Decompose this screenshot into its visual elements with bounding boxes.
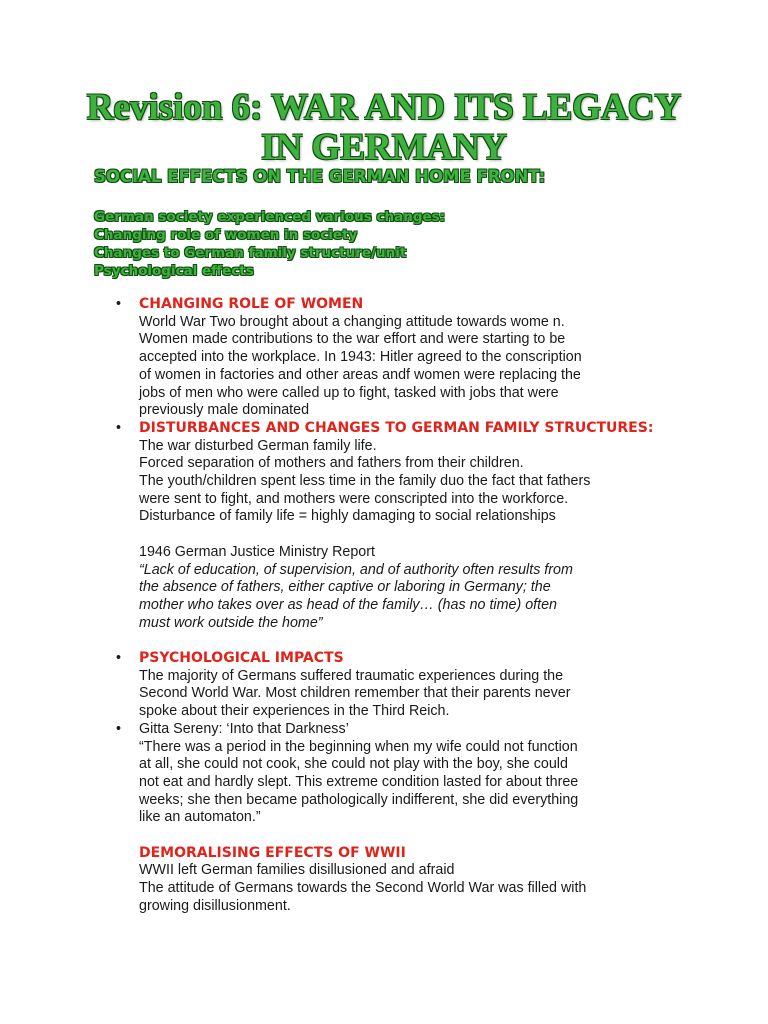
summary-item: Psychological effects [94, 263, 254, 279]
women-heading: CHANGING ROLE OF WOMEN [139, 296, 364, 312]
psych-text-line: Second World War. Most children remember that their parents never [139, 685, 571, 702]
psych-heading: PSYCHOLOGICAL IMPACTS [139, 650, 344, 667]
demoral-text-line: growing disillusionment. [139, 897, 291, 914]
report-quote-line: “Lack of education, of supervision, and of authority often results from [139, 561, 573, 578]
family-text-line: were sent to fight, and mothers were conscripted into the workforce. [139, 490, 569, 507]
bullet-icon: • [116, 720, 122, 737]
sereny-section [0, 721, 768, 845]
sereny-quote-line: weeks; she then became pathologically indifferent, she did everything [139, 791, 579, 808]
bullet-icon: • [116, 650, 122, 667]
sereny-quote-line: like an automaton.” [139, 809, 261, 826]
report-quote-line: the absence of fathers, either captive or laboring in Germany; the [139, 579, 551, 596]
summary-item: German society experienced various changes: [94, 209, 446, 225]
demoral-heading: DEMORALISING EFFECTS OF WWII [139, 844, 406, 861]
family-heading: DISTURBANCES AND CHANGES TO GERMAN FAMILY STRUCTURES: [139, 419, 654, 436]
bullet-icon: • [116, 296, 122, 312]
report-quote-line: mother who takes over as head of the family… (has no time) often [139, 596, 557, 613]
report-title: 1946 German Justice Ministry Report [139, 543, 375, 560]
family-text-line: The war disturbed German family life. [139, 437, 377, 454]
family-text-line: Forced separation of mothers and fathers from their children. [139, 455, 524, 472]
psych-text-line: spoke about their experiences in the Third Reich. [139, 703, 450, 720]
summary-list [94, 208, 445, 280]
family-text-line: Disturbance of family life = highly damaging to social relationships [139, 508, 556, 525]
women-text-line: World War Two brought about a changing attitude towards wome n. [139, 313, 565, 330]
document-body [0, 296, 768, 916]
sereny-title: Gitta Sereny: ‘Into that Darkness’ [139, 720, 349, 737]
sereny-quote-line: not eat and hardly slept. This extreme condition lasted for about three [139, 773, 579, 790]
summary-item: Changes to German family structure/unit [94, 245, 407, 261]
page-title-line-1: Revision 6: WAR AND ITS LEGACY [86, 87, 682, 128]
summary-item: Changing role of women in society [94, 227, 358, 243]
bullet-icon: • [116, 419, 122, 436]
demoral-text-line: The attitude of Germans towards the Second World War was filled with [139, 880, 587, 897]
sereny-quote-line: “There was a period in the beginning when my wife could not function [139, 738, 578, 755]
women-text-line: previously male dominated [139, 402, 310, 419]
report-quote-line: must work outside the home” [139, 614, 323, 631]
demoral-section [0, 845, 768, 916]
demoral-text-line: WWII left German families disillusioned and afraid [139, 862, 455, 879]
psych-text-line: The majority of Germans suffered traumatic experiences during the [139, 667, 564, 684]
women-text-line: Women made contributions to the war effort and were starting to be [139, 331, 566, 348]
family-text-line: The youth/children spent less time in the family duo the fact that fathers [139, 473, 591, 490]
psych-section [0, 650, 768, 721]
page-title-line-2: IN GERMANY [261, 127, 507, 168]
family-section [0, 420, 768, 650]
sereny-quote-line: at all, she could not cook, she could not play with the boy, she could [139, 756, 568, 773]
women-section [0, 296, 768, 420]
section-heading: SOCIAL EFFECTS ON THE GERMAN HOME FRONT: [94, 167, 546, 186]
women-text-line: accepted into the workplace. In 1943: Hitler agreed to the conscription [139, 349, 582, 366]
women-text-line: jobs of men who were called up to fight, tasked with jobs that were [139, 384, 559, 401]
women-text-line: of women in factories and other areas andf women were replacing the [139, 366, 581, 383]
